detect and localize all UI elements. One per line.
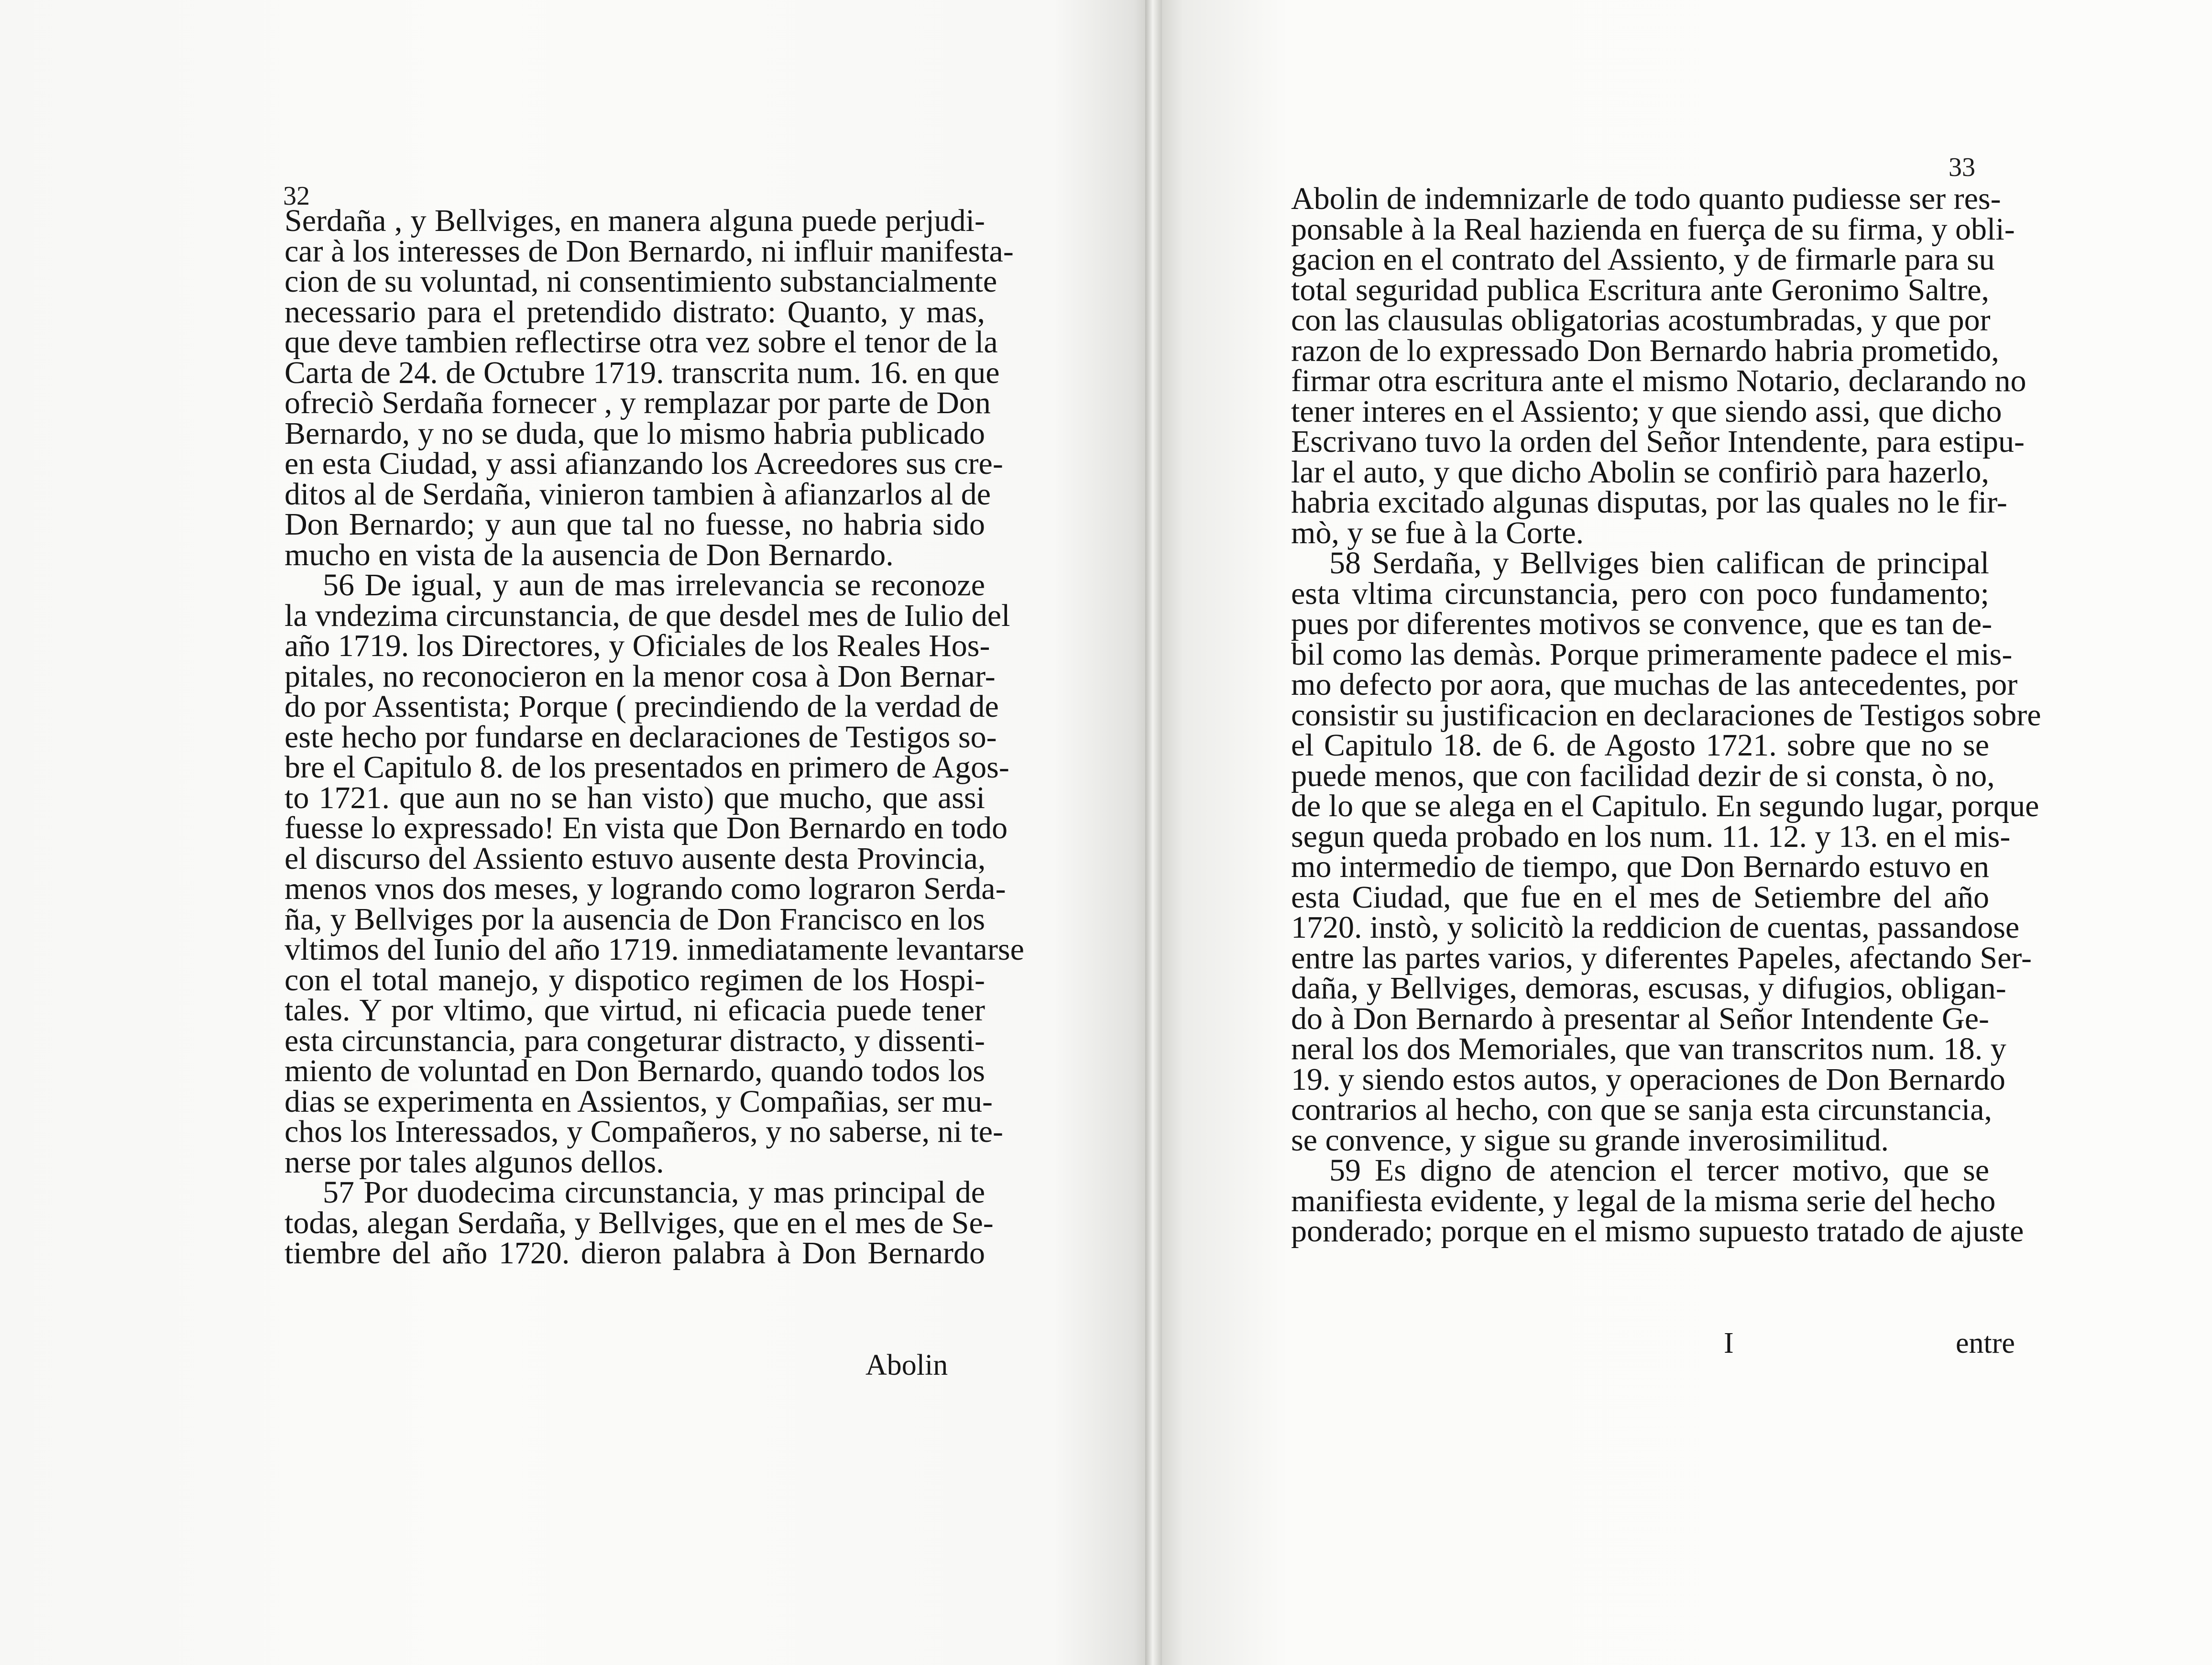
- text-line: razon de lo expressado Don Bernardo habria prometido,: [1291, 333, 1999, 368]
- text-line: neral los dos Memoriales, que van transcritos num. 18. y: [1291, 1031, 2006, 1066]
- text-line: 56 De igual, y aun de mas irrelevancia se reconoze: [323, 568, 985, 602]
- left-page-text: [285, 203, 1024, 1271]
- text-line: firmar otra escritura ante el mismo Notario, declarando no: [1291, 363, 2026, 398]
- text-line: pues por diferentes motivos se convence, que es tan de-: [1291, 606, 1993, 641]
- right-catchword: entre: [1956, 1327, 2015, 1359]
- text-line: dias se experimenta en Assientos, y Compañias, ser mu-: [285, 1084, 993, 1119]
- left-page-number: 32: [283, 181, 310, 211]
- text-line: este hecho por fundarse en declaraciones de Testigos so-: [285, 719, 997, 755]
- text-line: con el total manejo, y dispotico regimen de los Hospi-: [285, 962, 985, 997]
- text-line: Bernardo, y no se duda, que lo mismo habria publicado: [285, 416, 985, 451]
- text-line: consistir su justificacion en declaraciones de Testigos sobre: [1291, 697, 2041, 733]
- text-line: do à Don Bernardo à presentar al Señor Intendente Ge-: [1291, 1001, 1989, 1036]
- text-line: Don Bernardo; y aun que tal no fuesse, no habria sido: [285, 507, 985, 542]
- text-line: chos los Interessados, y Compañeros, y no saberse, ni te-: [285, 1114, 1004, 1149]
- text-line: Abolin de indemnizarle de todo quanto pudiesse ser res-: [1291, 181, 2001, 216]
- text-line: miento de voluntad en Don Bernardo, quando todos los: [285, 1053, 985, 1088]
- text-line: se convence, y sigue su grande inverosimilitud.: [1291, 1122, 1889, 1158]
- text-line: vltimos del Iunio del año 1719. inmediatamente levantarse: [285, 932, 1024, 967]
- text-line: 59 Es digno de atencion el tercer motivo, que se: [1329, 1153, 1989, 1188]
- text-line: 19. y siendo estos autos, y operaciones de Don Bernardo: [1291, 1062, 2005, 1097]
- text-line: segun queda probado en los num. 11. 12. y 13. en el mis-: [1291, 819, 2011, 854]
- text-line: esta vltima circunstancia, pero con poco fundamento;: [1291, 576, 1989, 611]
- text-line: tiembre del año 1720. dieron palabra à Don Bernardo: [285, 1236, 985, 1271]
- right-page-number: 33: [1949, 153, 1975, 182]
- text-line: esta circunstancia, para congeturar distracto, y dissenti-: [285, 1023, 985, 1058]
- text-line: puede menos, que con facilidad dezir de si consta, ò no,: [1291, 758, 1995, 793]
- text-line: de lo que se alega en el Capitulo. En segundo lugar, porque: [1291, 789, 2039, 823]
- book-gutter: [1145, 0, 1162, 1665]
- text-line: menos vnos dos meses, y logrando como lograron Serda-: [285, 871, 1006, 906]
- text-line: Carta de 24. de Octubre 1719. transcrita num. 16. en que: [285, 355, 1000, 390]
- text-line: el discurso del Assiento estuvo ausente desta Provincia,: [285, 841, 986, 876]
- text-line: nerse por tales algunos dellos.: [285, 1144, 664, 1180]
- left-catchword: Abolin: [865, 1349, 948, 1381]
- signature-mark: I: [1724, 1327, 1734, 1359]
- text-line: lar el auto, y que dicho Abolin se confiriò para hazerlo,: [1291, 454, 1989, 490]
- text-line: mo defecto por aora, que muchas de las antecedentes, por: [1291, 667, 2018, 702]
- text-line: total seguridad publica Escritura ante Geronimo Saltre,: [1291, 272, 1989, 307]
- text-line: entre las partes varios, y diferentes Papeles, afectando Ser-: [1291, 940, 2032, 975]
- text-line: contrarios al hecho, con que se sanja esta circunstancia,: [1291, 1092, 1993, 1127]
- right-page-text: [1291, 181, 2041, 1249]
- text-line: 1720. instò, y solicitò la reddicion de cuentas, passandose: [1291, 910, 2020, 945]
- text-line: todas, alegan Serdaña, y Bellviges, que en el mes de Se-: [285, 1205, 994, 1240]
- text-line: daña, y Bellviges, demoras, escusas, y difugios, obligan-: [1291, 971, 2006, 1006]
- text-line: mucho en vista de la ausencia de Don Bernardo.: [285, 537, 894, 572]
- text-line: cion de su voluntad, ni consentimiento substancialmente: [285, 264, 997, 299]
- text-line: 57 Por duodecima circunstancia, y mas principal de: [323, 1175, 985, 1210]
- text-line: do por Assentista; Porque ( precindiendo de la verdad de: [285, 689, 999, 724]
- text-line: ofreciò Serdaña fornecer , y remplazar por parte de Don: [285, 385, 991, 420]
- text-line: el Capitulo 18. de 6. de Agosto 1721. sobre que no se: [1291, 728, 1989, 763]
- text-line: la vndezima circunstancia, de que desdel mes de Iulio del: [285, 598, 1010, 633]
- text-line: ponderado; porque en el mismo supuesto tratado de ajuste: [1291, 1214, 2024, 1249]
- text-line: ponsable à la Real hazienda en fuerça de su firma, y obli-: [1291, 211, 2015, 247]
- text-line: bil como las demàs. Porque primeramente padece el mis-: [1291, 636, 2013, 672]
- text-line: en esta Ciudad, y assi afianzando los Acreedores sus cre-: [285, 446, 1003, 481]
- text-line: esta Ciudad, que fue en el mes de Setiembre del año: [1291, 879, 1989, 915]
- text-line: pitales, no reconocieron en la menor cosa à Don Bernar-: [285, 658, 996, 694]
- text-line: necessario para el pretendido distrato: Quanto, y mas,: [285, 294, 985, 329]
- text-line: tales. Y por vltimo, que virtud, ni eficacia puede tener: [285, 993, 985, 1028]
- text-line: 58 Serdaña, y Bellviges bien califican de principal: [1329, 546, 1989, 581]
- text-line: mò, y se fue à la Corte.: [1291, 515, 1584, 550]
- text-line: mo intermedio de tiempo, que Don Bernardo estuvo en: [1291, 849, 1989, 884]
- text-line: Escrivano tuvo la orden del Señor Intendente, para estipu-: [1291, 424, 2025, 459]
- text-line: bre el Capitulo 8. de los presentados en primero de Agos-: [285, 750, 1009, 785]
- text-line: tener interes en el Assiento; y que siendo assi, que dicho: [1291, 394, 2002, 429]
- text-line: ditos al de Serdaña, vinieron tambien à afianzarlos al de: [285, 476, 991, 512]
- text-line: habria excitado algunas disputas, por las quales no le fir-: [1291, 485, 2007, 520]
- text-line: Serdaña , y Bellviges, en manera alguna puede perjudi-: [285, 203, 985, 238]
- text-line: gacion en el contrato del Assiento, y de firmarle para su: [1291, 242, 1995, 277]
- text-line: fuesse lo expressado! En vista que Don Bernardo en todo: [285, 811, 1008, 845]
- text-line: año 1719. los Directores, y Oficiales de los Reales Hos-: [285, 628, 990, 663]
- text-line: manifiesta evidente, y legal de la misma serie del hecho: [1291, 1183, 1996, 1218]
- text-line: que deve tambien reflectirse otra vez sobre el tenor de la: [285, 325, 998, 360]
- text-line: to 1721. que aun no se han visto) que mucho, que assi: [285, 780, 985, 815]
- text-line: car à los interesses de Don Bernardo, ni influir manifesta-: [285, 233, 1014, 269]
- text-line: ña, y Bellviges por la ausencia de Don Francisco en los: [285, 901, 985, 937]
- text-line: con las clausulas obligatorias acostumbradas, y que por: [1291, 303, 1991, 338]
